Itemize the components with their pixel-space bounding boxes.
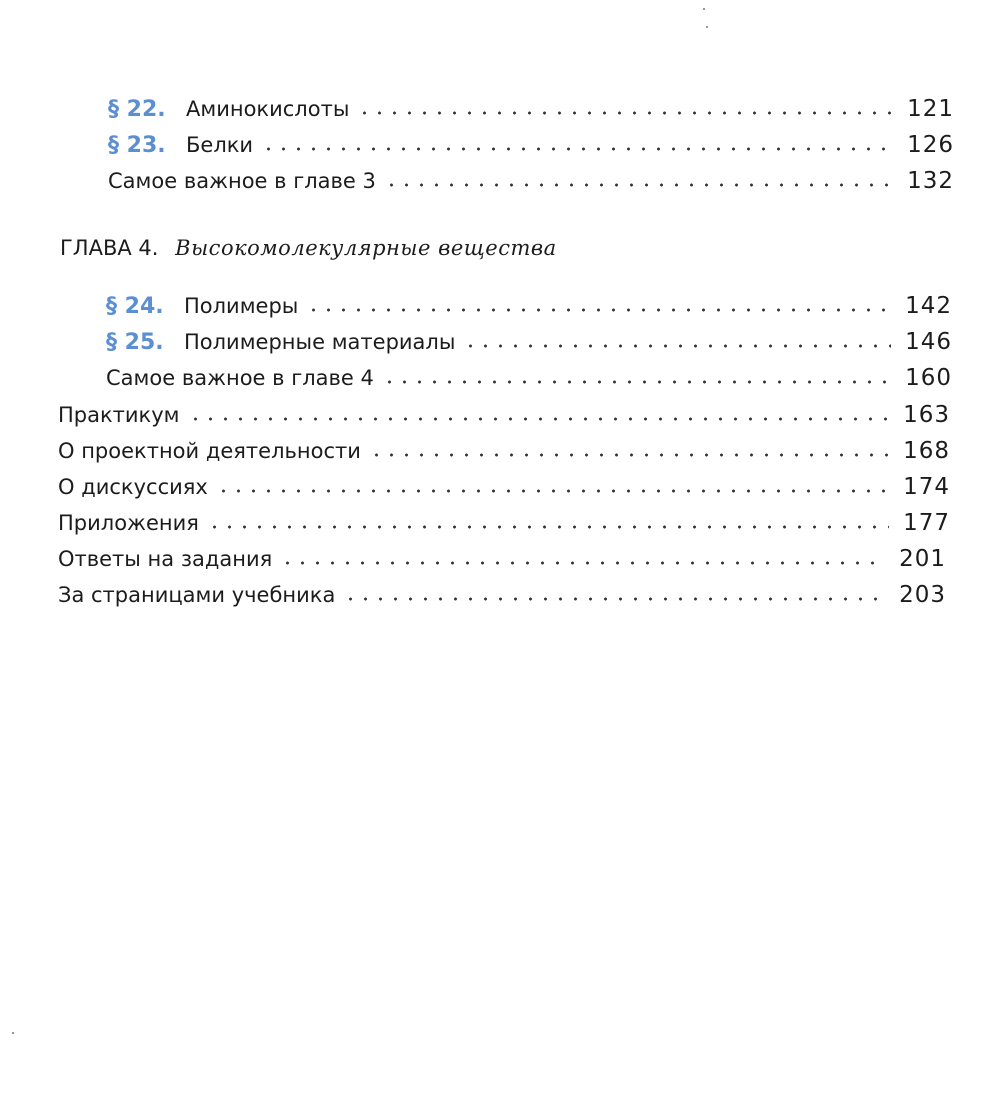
dot-leader <box>306 307 891 313</box>
toc-entry-answers[interactable] <box>58 546 946 582</box>
entry-title: О проектной деятельности <box>58 439 361 463</box>
dot-leader <box>216 488 889 494</box>
chapter-title: Высокомолекулярные вещества <box>175 236 557 260</box>
dot-leader <box>343 596 885 602</box>
entry-title: Полимерные материалы <box>184 330 456 354</box>
scan-speck <box>703 8 705 10</box>
entry-title: О дискуссиях <box>58 475 208 499</box>
section-number: § 22. <box>108 97 166 122</box>
dot-leader <box>280 560 885 566</box>
dot-leader <box>384 182 893 188</box>
section-number: § 23. <box>108 133 166 158</box>
section-number: § 24. <box>106 294 164 319</box>
toc-entry-beyond-textbook[interactable] <box>58 582 946 618</box>
section-number: § 25. <box>106 330 164 355</box>
chapter-heading[interactable] <box>60 236 557 260</box>
toc-entry-section-23[interactable] <box>108 132 954 168</box>
page-number: 168 <box>903 438 950 464</box>
entry-title: Ответы на задания <box>58 547 273 571</box>
page-number: 203 <box>899 582 946 608</box>
page-number: 146 <box>905 329 952 355</box>
toc-entry-discussions[interactable] <box>58 474 950 510</box>
toc-entry-section-24[interactable] <box>106 293 952 329</box>
entry-title: За страницами учебника <box>58 583 336 607</box>
dot-leader <box>188 416 890 422</box>
entry-title: Самое важное в главе 3 <box>108 169 376 193</box>
page-number: 121 <box>907 96 954 122</box>
toc-entry-section-25[interactable] <box>106 329 952 365</box>
scan-speck <box>706 26 708 28</box>
chapter-label: ГЛАВА 4. <box>60 236 159 260</box>
page-number: 160 <box>905 365 952 391</box>
page-number: 142 <box>905 293 952 319</box>
dot-leader <box>261 146 893 152</box>
dot-leader <box>369 452 889 458</box>
page-number: 174 <box>903 474 950 500</box>
toc-entry-appendices[interactable] <box>58 510 950 546</box>
toc-entry-section-22[interactable] <box>108 96 954 132</box>
dot-leader <box>357 110 893 116</box>
toc-entry-practicum[interactable] <box>58 402 950 438</box>
page-number: 132 <box>907 168 954 194</box>
entry-title: Самое важное в главе 4 <box>106 366 374 390</box>
entry-title: Приложения <box>58 511 199 535</box>
entry-title: Полимеры <box>184 294 299 318</box>
page-number: 201 <box>899 546 946 572</box>
page-number: 126 <box>907 132 954 158</box>
page-number: 177 <box>903 510 950 536</box>
page-number: 163 <box>903 402 950 428</box>
entry-title: Аминокислоты <box>186 97 350 121</box>
entry-title: Практикум <box>58 403 180 427</box>
dot-leader <box>207 524 889 530</box>
entry-title: Белки <box>186 133 254 157</box>
scan-speck <box>12 1032 14 1034</box>
dot-leader <box>463 343 891 349</box>
toc-entry-project-activity[interactable] <box>58 438 950 474</box>
dot-leader <box>382 379 891 385</box>
toc-entry-chapter3-summary[interactable] <box>108 168 954 204</box>
toc-entry-chapter4-summary[interactable] <box>106 365 952 401</box>
